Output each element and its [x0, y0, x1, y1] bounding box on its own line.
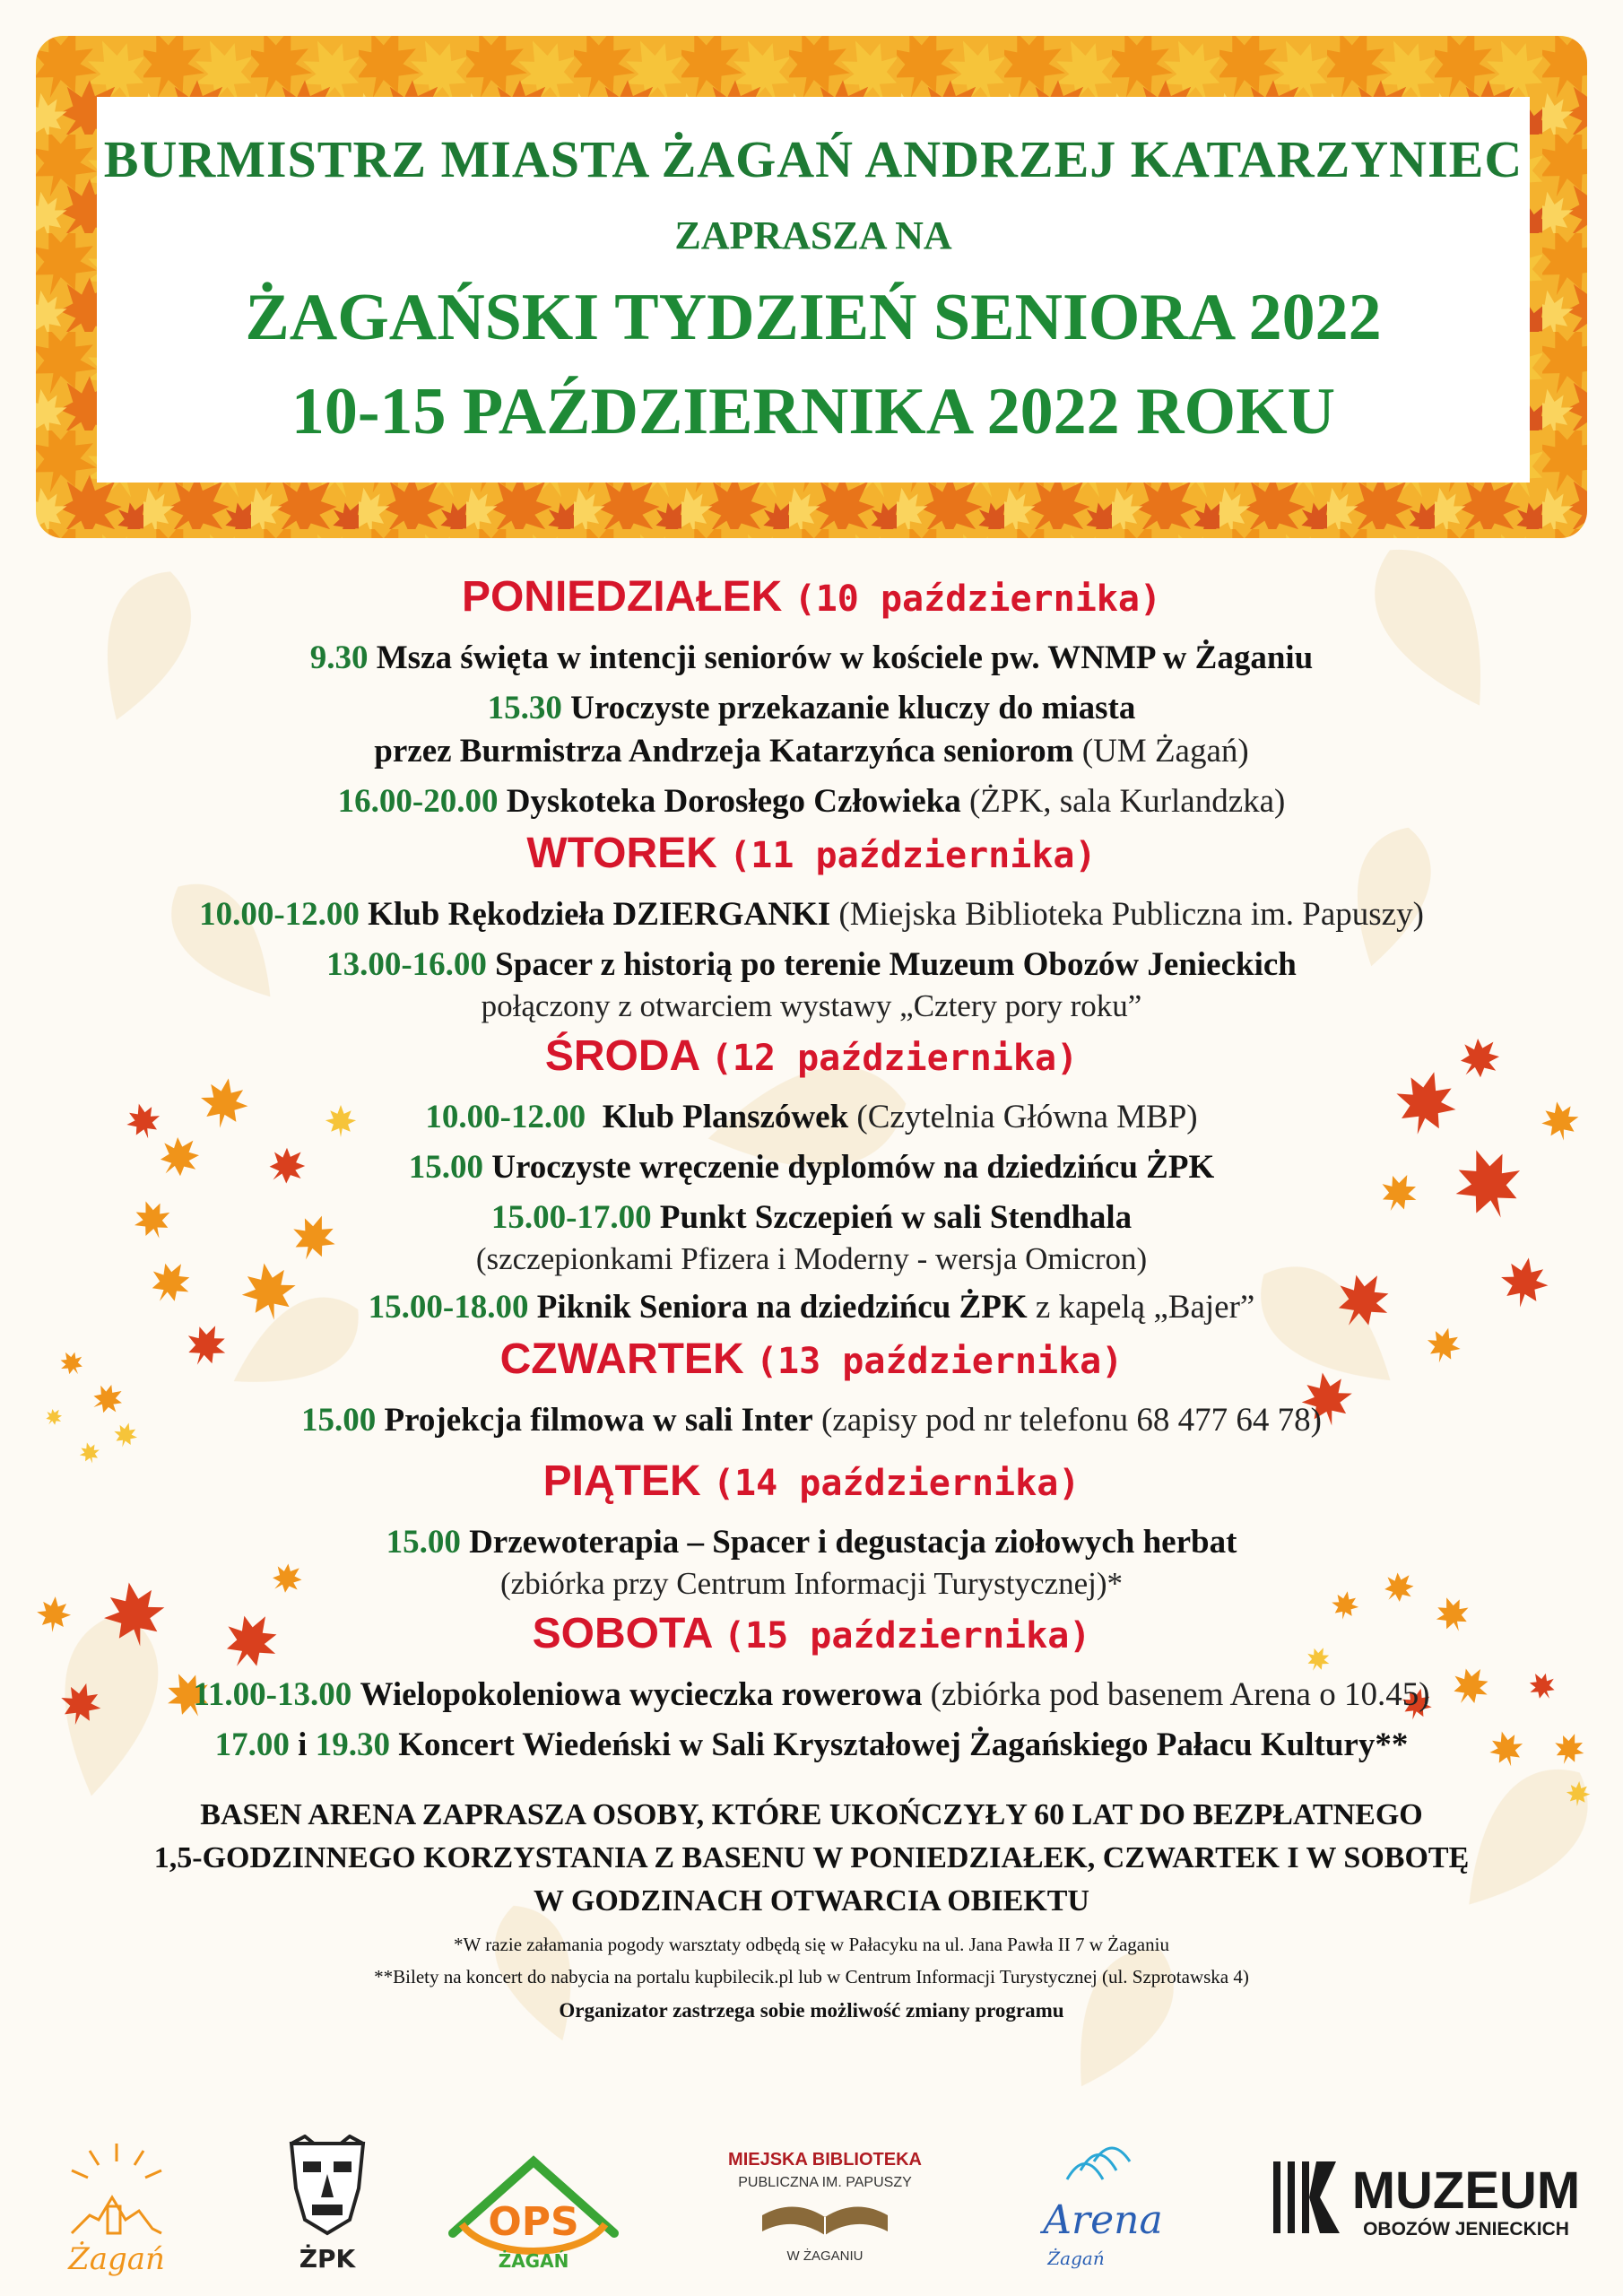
day-heading-tuesday: WTOREK (11 października)	[526, 830, 1097, 877]
event-item: 15.30 Uroczyste przekazanie kluczy do miasta przez Burmistrza Andrzeja Katarzyńca seniorom (UM Żagań)	[374, 690, 1249, 770]
event-item: 15.00-18.00 Piknik Seniora na dziedzińcu ŻPK z kapelą „Bajer”	[368, 1289, 1255, 1326]
ops-logo-subtext: ŻAGAŃ	[498, 2250, 569, 2272]
arena-logo	[1013, 2135, 1193, 2278]
event-item: 15.00-17.00 Punkt Szczepień w sali Stendhala	[490, 1199, 1133, 1236]
sponsor-logos	[36, 2135, 1587, 2278]
library-logo-line2: PUBLICZNA IM. PAPUSZY	[738, 2175, 912, 2190]
program-schedule	[54, 567, 1569, 2029]
organizer-heading: BURMISTRZ MIASTA ŻAGAŃ ANDRZEJ KATARZYNIEC	[103, 130, 1523, 188]
library-logo-line3: W ŻAGANIU	[786, 2248, 864, 2264]
day-heading-saturday: SOBOTA (15 października)	[532, 1610, 1091, 1657]
library-logo	[726, 2135, 924, 2278]
library-logo-line1: MIEJSKA BIBLIOTEKA	[728, 2150, 922, 2170]
ops-logo-text: OPS	[488, 2199, 579, 2245]
event-item: 17.00 i 19.30 Koncert Wiedeński w Sali Kryształowej Żagańskiego Pałacu Kultury**	[214, 1726, 1409, 1763]
event-item: 9.30 Msza święta w intencji seniorów w kościele pw. WNMP w Żaganiu	[309, 639, 1314, 676]
event-dates: 10-15 PAŹDZIERNIKA 2022 ROKU	[291, 375, 1336, 448]
day-heading-thursday: CZWARTEK (13 października)	[499, 1335, 1124, 1383]
museum-logo-line2: OBOZÓW JENIECKICH	[1363, 2219, 1569, 2239]
event-subtitle: (szczepionkami Pfizera i Moderny - wersja Omicron)	[475, 1241, 1148, 1276]
day-heading-wednesday: ŚRODA (12 października)	[544, 1032, 1079, 1080]
zagan-logo-text: Żagań	[68, 2241, 165, 2277]
event-item: 13.00-16.00 Spacer z historią po terenie Muzeum Obozów Jenieckich	[326, 946, 1297, 983]
arena-logo-text: Arena	[1043, 2197, 1163, 2243]
footnote-weather: *W razie załamania pogody warsztaty odbędą się w Pałacyku na ul. Jana Pawła II 7 w Żaganiu	[454, 1934, 1169, 1955]
museum-logo-line1: MUZEUM	[1351, 2161, 1581, 2220]
zagan-city-logo	[36, 2135, 197, 2278]
zpk-logo	[278, 2135, 377, 2278]
event-item: 10.00-12.00 Klub Rękodzieła DZIERGANKI (Miejska Biblioteka Publiczna im. Papuszy)	[199, 896, 1424, 933]
arena-logo-subtext: Żagań	[1047, 2248, 1105, 2269]
event-item: 15.00 Uroczyste wręczenie dyplomów na dziedzińcu ŻPK	[408, 1149, 1215, 1186]
event-item: 10.00-12.00 Klub Planszówek (Czytelnia Główna MBP)	[425, 1099, 1198, 1135]
event-item: 16.00-20.00 Dyskoteka Dorosłego Człowieka (ŻPK, sala Kurlandzka)	[337, 783, 1286, 820]
event-subtitle: połączony z otwarciem wystawy „Cztery pory roku”	[481, 988, 1142, 1023]
event-subtitle: (zbiórka przy Centrum Informacji Turystycznej)*	[500, 1566, 1123, 1601]
header-title-box	[97, 97, 1530, 483]
invites-heading: ZAPRASZA NA	[674, 213, 952, 257]
event-item: 11.00-13.00 Wielopokoleniowa wycieczka rowerowa (zbiórka pod basenem Arena o 10.45)	[193, 1676, 1430, 1713]
museum-logo	[1264, 2135, 1587, 2278]
pool-notice: BASEN ARENA ZAPRASZA OSOBY, KTÓRE UKOŃCZYŁY 60 LAT DO BEZPŁATNEGO 1,5-GODZINNEGO KORZYSTANIA Z BASENU W PONIEDZIAŁEK, CZWARTEK I W SOBOTĘ W GODZINACH OTWARCIA OBIEKTU	[153, 1798, 1470, 1918]
footnote-tickets: **Bilety na koncert do nabycia na portalu kupbilecik.pl lub w Centrum Informacji Turystycznej (ul. Szprotawska 4)	[374, 1966, 1249, 1987]
event-title: ŻAGAŃSKI TYDZIEŃ SENIORA 2022	[245, 281, 1382, 354]
footnote-organizer: Organizator zastrzega sobie możliwość zmiany programu	[559, 1999, 1064, 2022]
ops-logo	[435, 2135, 632, 2278]
event-item: 15.00 Drzewoterapia – Spacer i degustacja ziołowych herbat	[386, 1524, 1237, 1561]
event-item: 15.00 Projekcja filmowa w sali Inter (zapisy pod nr telefonu 68 477 64 78)	[301, 1402, 1322, 1439]
day-heading-friday: PIĄTEK (14 października)	[542, 1457, 1081, 1505]
day-heading-monday: PONIEDZIAŁEK (10 października)	[461, 573, 1162, 621]
zpk-logo-text: ŻPK	[299, 2244, 356, 2274]
